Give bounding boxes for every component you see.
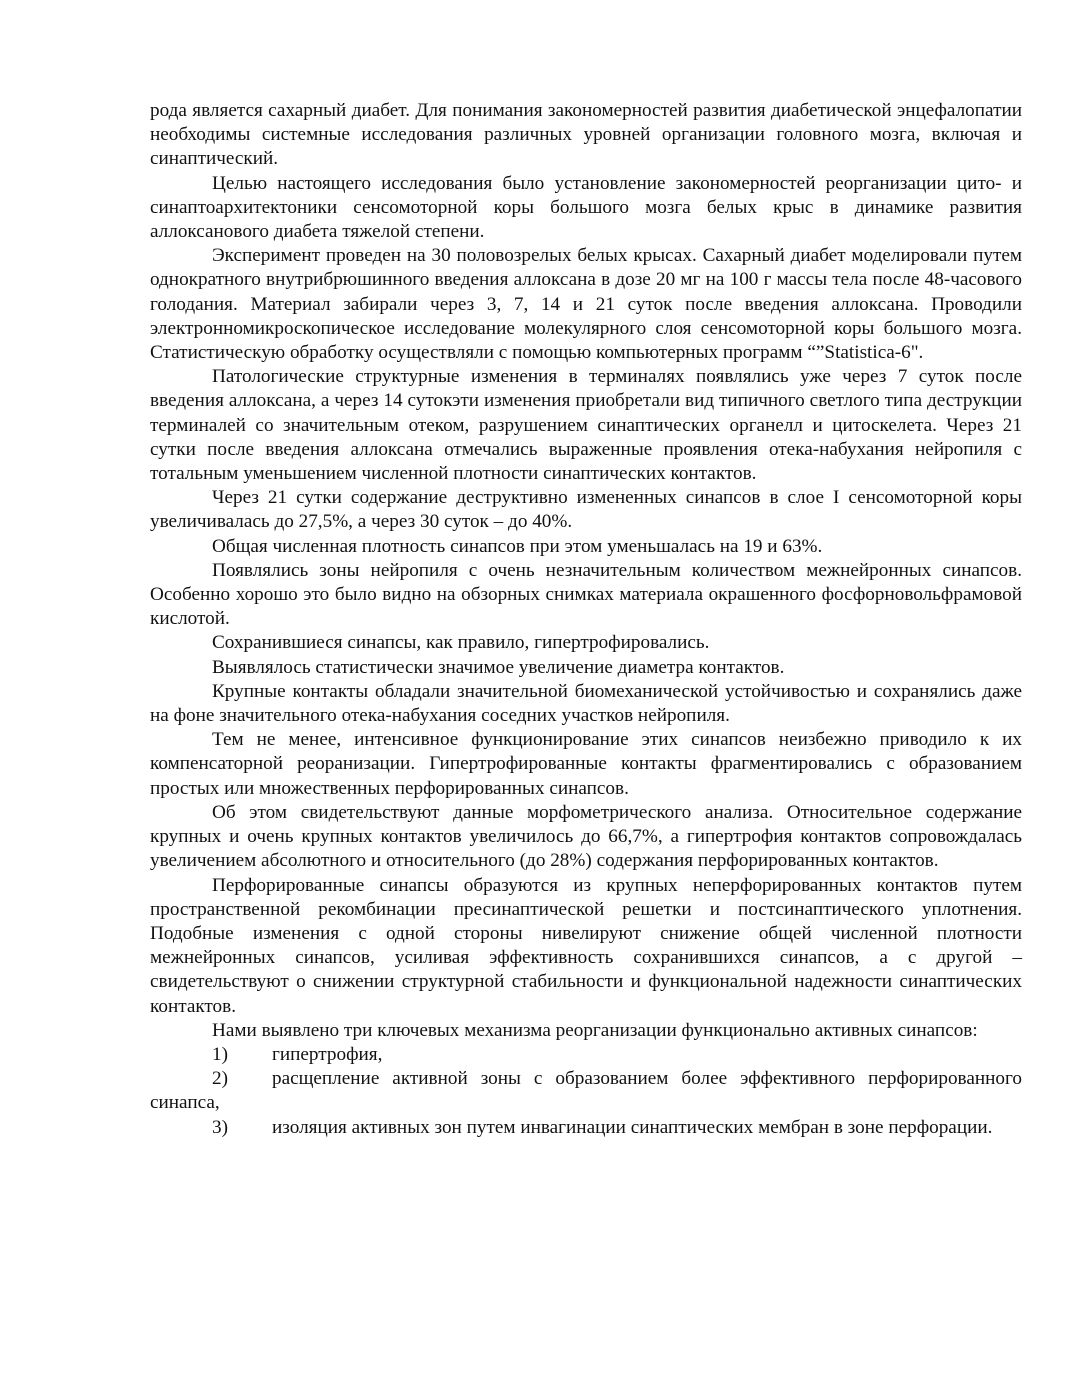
paragraph: Общая численная плотность синапсов при этом уменьшалась на 19 и 63%.	[212, 535, 823, 557]
paragraph: Выявлялось статистически значимое увеличение диаметра контактов.	[212, 656, 785, 678]
paragraph: Перфорированные синапсы образуются из крупных неперфорированных контактов путем пространственной рекомбинации пресинаптической решетки и постсинаптического уплотнения. Подобные изменения с одной стороны нивелируют снижение общей численной плотности межнейронных синапсов, усиливая эффективность сохранившихся синапсов, а с другой – свидетельствуют о снижении структурной стабильности и функциональной надежности синаптических контактов.	[150, 874, 1022, 1017]
paragraph: Нами выявлено три ключевых механизма реорганизации функционально активных синапсов:	[212, 1019, 978, 1041]
paragraph: рода является сахарный диабет. Для понимания закономерностей развития диабетической энцефалопатии необходимы системные исследования различных уровней организации головного мозга, включая и синаптический.	[150, 100, 1022, 170]
paragraph: Тем не менее, интенсивное функционирование этих синапсов неизбежно приводило к их компенсаторной реоранизации. Гипертрофированные контакты фрагментировались с образованием простых или множественных перфорированных синапсов.	[150, 729, 1022, 799]
list-number: 1)	[212, 1043, 228, 1065]
list-item	[150, 1116, 1022, 1140]
paragraph: Сохранившиеся синапсы, как правило, гипертрофировались.	[212, 632, 710, 654]
paragraph: Патологические структурные изменения в терминалях появлялись уже через 7 суток после введения аллоксана, а через 14 сутокэти изменения приобретали вид типичного светлого типа деструкции терминалей со значительным отеком, разрушением синаптических органелл и цитоскелета. Через 21 сутки после введения аллоксана отмечались выраженные проявления отека-набухания нейропиля с тотальным уменьшением численной плотности синаптических контактов.	[150, 366, 1022, 485]
list-item	[150, 1043, 1022, 1067]
list-number: 3)	[212, 1116, 228, 1138]
paragraph: Эксперимент проведен на 30 половозрелых белых крысах. Сахарный диабет моделировали путем однократного внутрибрюшинного введения аллоксана в дозе 20 мг на 100 г массы тела после 48-часового голодания. Материал забирали через 3, 7, 14 и 21 суток после введения аллоксана. Проводили электронномикроскопическое исследование молекулярного слоя сенсомоторной коры большого мозга. Статистическую обработку осуществляли с помощью компьютерных программ “”Statistica-6".	[150, 245, 1022, 364]
list-text: расщепление активной зоны с образованием более эффективного перфорированного синапса,	[150, 1068, 1022, 1114]
paragraph: Крупные контакты обладали значительной биомеханической устойчивостью и сохранялись даже на фоне значительного отека-набухания соседних участков нейропиля.	[150, 680, 1022, 727]
list-item	[150, 1067, 1022, 1115]
paragraph: Через 21 сутки содержание деструктивно измененных синапсов в слое I сенсомоторной коры увеличивалась до 27,5%, а через 30 суток – до 40%.	[150, 487, 1022, 533]
list-number: 2)	[212, 1068, 228, 1090]
paragraph: Об этом свидетельствуют данные морфометрического анализа. Относительное содержание крупных и очень крупных контактов увеличилось до 66,7%, а гипертрофия контактов сопровождалась увеличением абсолютного и относительного (до 28%) содержания перфорированных контактов.	[150, 801, 1022, 872]
list-text: гипертрофия,	[272, 1043, 383, 1065]
document-page	[150, 99, 1022, 1140]
paragraph: Появлялись зоны нейропиля с очень незначительным количеством межнейронных синапсов. Особенно хорошо это было видно на обзорных снимках материала окрашенного фосфорновольфрамовой кислотой.	[150, 559, 1022, 630]
list-text: изоляция активных зон путем инвагинации синаптических мембран в зоне перфорации.	[272, 1116, 993, 1138]
paragraph: Целью настоящего исследования было установление закономерностей реорганизации цито- и синаптоархитектоники сенсомоторной коры большого мозга белых крыс в динамике развития аллоксанового диабета тяжелой степени.	[150, 172, 1022, 243]
